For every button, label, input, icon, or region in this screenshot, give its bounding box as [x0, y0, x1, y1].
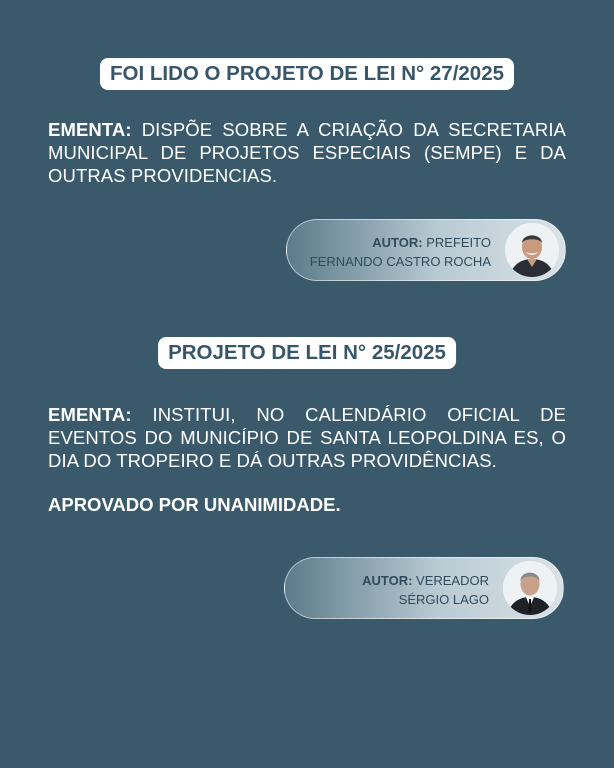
- author-name: SÉRGIO LAGO: [398, 592, 489, 607]
- ementa-label: EMENTA:: [48, 404, 132, 425]
- ementa-label: EMENTA:: [48, 119, 132, 140]
- author-label: AUTOR:: [372, 235, 423, 250]
- ementa-25-2025: [48, 403, 566, 472]
- author-role: PREFEITO: [426, 235, 491, 250]
- avatar: [505, 223, 559, 277]
- project-title-25-2025: PROJETO DE LEI N° 25/2025: [158, 337, 456, 369]
- project-title-27-2025: FOI LIDO O PROJETO DE LEI N° 27/2025: [100, 58, 514, 90]
- author-badge-vereador: [284, 557, 564, 619]
- author-text: [362, 571, 489, 609]
- ementa-text: INSTITUI, NO CALENDÁRIO OFICIAL DE EVENTOS DO MUNICÍPIO DE SANTA LEOPOLDINA ES, O DIA DO TROPEIRO E DÁ OUTRAS PROVIDÊNCIAS.: [48, 404, 566, 471]
- avatar: [503, 561, 557, 615]
- approval-status: APROVADO POR UNANIMIDADE.: [48, 494, 341, 515]
- author-name: FERNANDO CASTRO ROCHA: [309, 254, 491, 269]
- author-label: AUTOR:: [362, 573, 413, 588]
- author-text: [310, 233, 491, 271]
- ementa-text: DISPÕE SOBRE A CRIAÇÃO DA SECRETARIA MUNICIPAL DE PROJETOS ESPECIAIS (SEMPE) E DA OUTRAS PROVIDENCIAS.: [48, 119, 566, 186]
- ementa-27-2025: [48, 118, 566, 187]
- author-badge-prefeito: [286, 219, 566, 281]
- author-role: VEREADOR: [416, 573, 489, 588]
